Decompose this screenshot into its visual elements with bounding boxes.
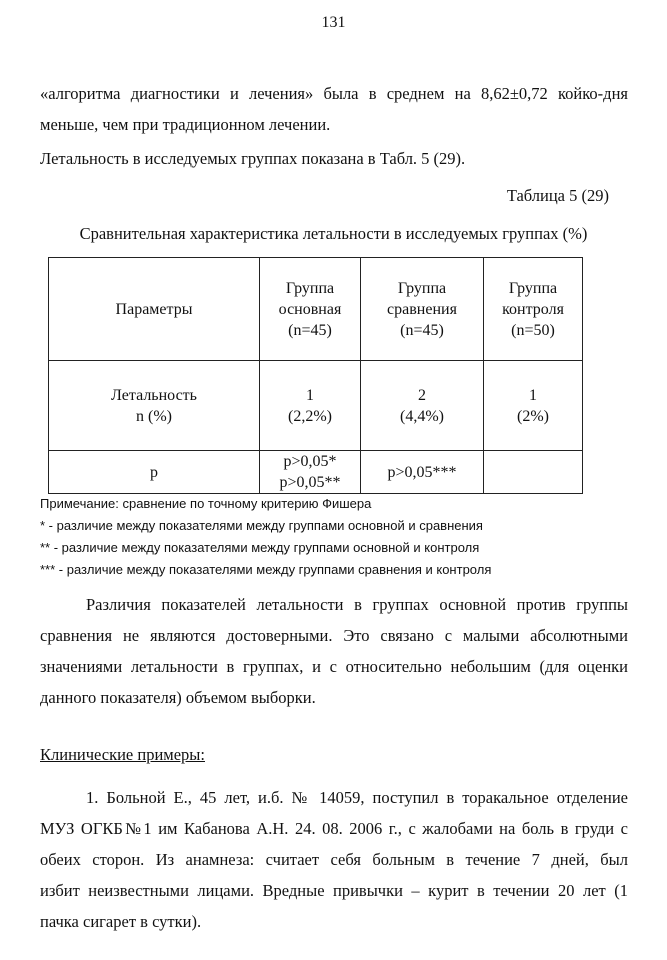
table-notes <box>40 495 640 583</box>
table-row-p <box>49 451 583 494</box>
case-line-2: МУЗ ОГКБ№1 им Кабанова А.Н. 24. 08. 2006 г., с жалобами на боль в груди с <box>40 819 628 838</box>
discussion-line-1: Различия показателей летальности в группах основной против группы <box>86 595 628 614</box>
header-parameters: Параметры <box>49 258 260 361</box>
p-label: p <box>49 451 260 494</box>
lethality-main: 1 (2,2%) <box>260 361 361 451</box>
table-reference: Таблица 5 (29) <box>506 186 609 205</box>
table-header-row <box>49 258 583 361</box>
case-line-4: избит неизвестными лицами. Вредные привычки – курит в течении 20 лет (1 <box>40 881 628 900</box>
discussion-line-3: значениями летальности в группах, и с относительно небольшим (для оценки <box>40 657 628 676</box>
intro-line-1: «алгоритма диагностики и лечения» была в среднем на 8,62±0,72 койко-дня <box>40 84 628 103</box>
lethality-comparison: 2 (4,4%) <box>361 361 484 451</box>
header-control-group: Группа контроля (n=50) <box>484 258 583 361</box>
discussion-line-4: данного показателя) объемом выборки. <box>40 688 316 707</box>
page-number: 131 <box>321 14 346 31</box>
p-control <box>484 451 583 494</box>
table-title: Сравнительная характеристика летальности в исследуемых группах (%) <box>79 224 588 243</box>
header-comparison-group: Группа сравнения (n=45) <box>361 258 484 361</box>
discussion-paragraph <box>40 589 628 713</box>
intro-paragraph <box>40 78 628 140</box>
case-line-1: 1. Больной Е., 45 лет, и.б. № 14059, поступил в торакальное отделение <box>86 788 628 807</box>
clinical-case-paragraph <box>40 782 628 937</box>
lethality-control: 1 (2%) <box>484 361 583 451</box>
case-line-3: обеих сторон. Из анамнеза: считает себя больным в течение 7 дней, был <box>40 850 628 869</box>
intro-line-2: меньше, чем при традиционном лечении. <box>40 115 331 134</box>
note-2: ** - различие между показателями между группами основной и контроля <box>40 540 480 555</box>
note-1: * - различие между показателями между группами основной и сравнения <box>40 518 483 533</box>
discussion-line-2: сравнения не являются достоверными. Это связано с малыми абсолютными <box>40 626 628 645</box>
lethality-sentence: Летальность в исследуемых группах показана в Табл. 5 (29). <box>40 149 466 168</box>
note-fisher: Примечание: сравнение по точному критерию Фишера <box>40 496 372 511</box>
p-main: p>0,05* p>0,05** <box>260 451 361 494</box>
clinical-examples-heading: Клинические примеры: <box>40 745 205 764</box>
lethality-table <box>48 257 583 494</box>
table-row-lethality <box>49 361 583 451</box>
case-line-5: пачка сигарет в сутки). <box>40 912 202 931</box>
lethality-label: Летальность n (%) <box>49 361 260 451</box>
p-comparison: p>0,05*** <box>361 451 484 494</box>
note-3: *** - различие между показателями между группами сравнения и контроля <box>40 562 492 577</box>
header-main-group: Группа основная (n=45) <box>260 258 361 361</box>
